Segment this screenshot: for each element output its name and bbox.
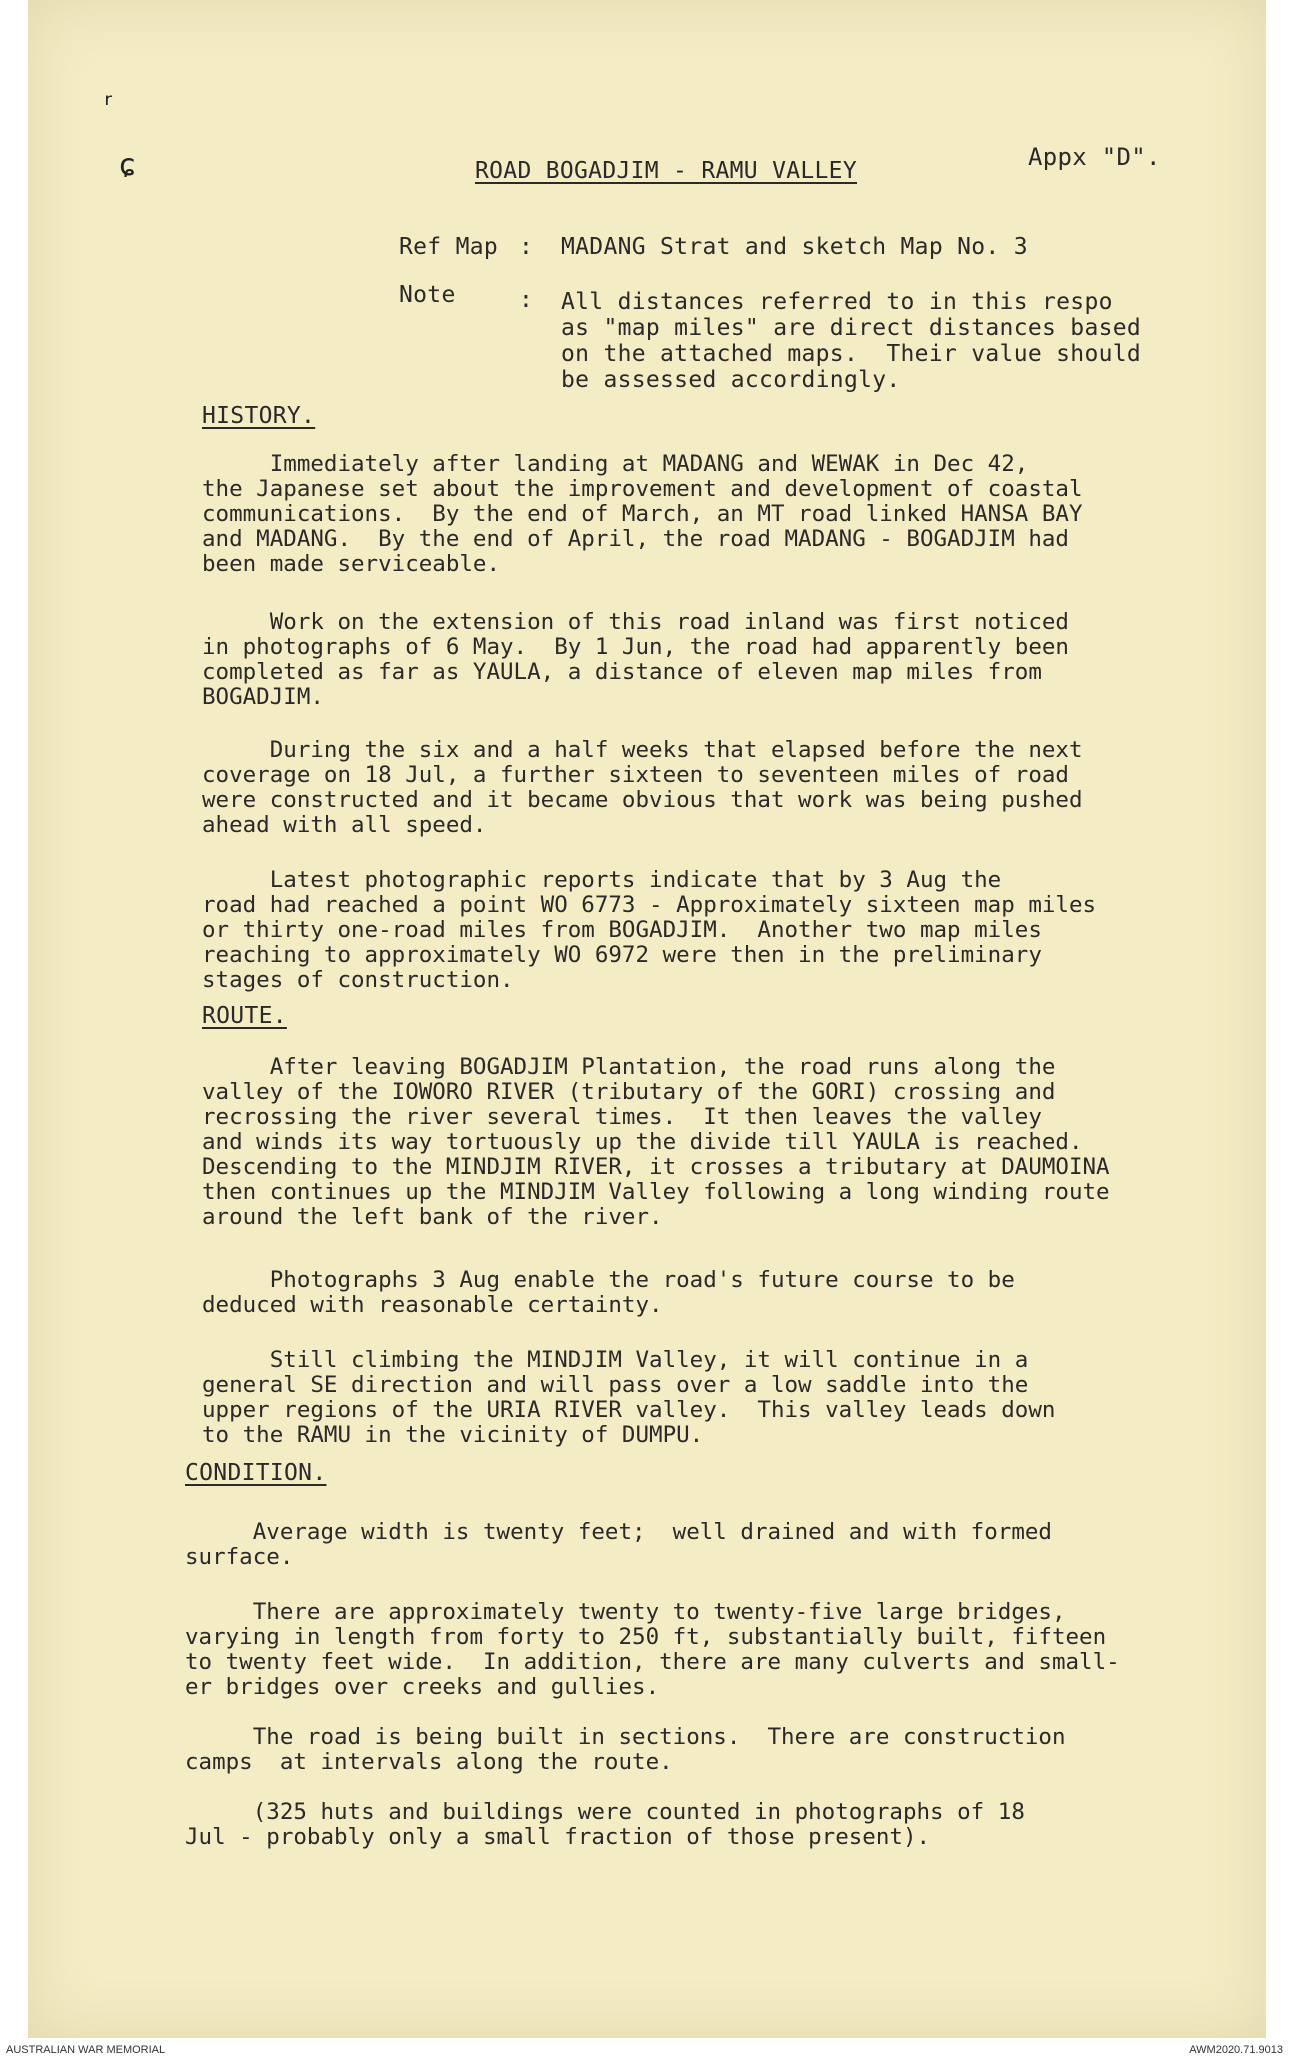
text-line: During the six and a half weeks that elapsed before the next (202, 737, 1083, 763)
text-line: There are approximately twenty to twenty-five large bridges, (185, 1599, 1066, 1625)
document-page (28, 0, 1266, 2038)
text-line: in photographs of 6 May. By 1 Jun, the road had apparently been (202, 634, 1069, 660)
text-line: The road is being built in sections. There are construction (185, 1724, 1066, 1750)
text-line: reaching to approximately WO 6972 were then in the preliminary (202, 942, 1042, 968)
text-line: to twenty feet wide. In addition, there are many culverts and small- (185, 1649, 1120, 1675)
history-heading: HISTORY. (202, 403, 316, 429)
margin-mark-top: ʳ (100, 88, 119, 123)
text-line: deduced with reasonable certainty. (202, 1292, 663, 1318)
text-line: recrossing the river several times. It then leaves the valley (202, 1104, 1042, 1130)
route-heading: ROUTE. (202, 1003, 287, 1029)
text-line: ahead with all speed. (202, 812, 487, 838)
text-line: Still climbing the MINDJIM Valley, it will continue in a (202, 1347, 1029, 1373)
text-line: or thirty one-road miles from BOGADJIM. Another two map miles (202, 917, 1042, 943)
note-line: All distances referred to in this respo (561, 289, 1113, 315)
footer-accession-number: AWM2020.71.9013 (1189, 2044, 1283, 2056)
text-line: the Japanese set about the improvement and development of coastal (202, 476, 1083, 502)
condition-heading: CONDITION. (185, 1460, 327, 1486)
text-line: general SE direction and will pass over a low saddle into the (202, 1372, 1029, 1398)
text-line: After leaving BOGADJIM Plantation, the road runs along the (202, 1054, 1056, 1080)
text-line: valley of the IOWORO RIVER (tributary of the GORI) crossing and (202, 1079, 1056, 1105)
text-line: around the left bank of the river. (202, 1204, 663, 1230)
ref-map-sep: : (519, 234, 534, 260)
note-line: as "map miles" are direct distances based (561, 315, 1142, 341)
text-line: communications. By the end of March, an MT road linked HANSA BAY (202, 501, 1083, 527)
note-line: be assessed accordingly. (561, 367, 901, 393)
text-line: been made serviceable. (202, 551, 501, 577)
text-line: Photographs 3 Aug enable the road's future course to be (202, 1267, 1015, 1293)
text-line: then continues up the MINDJIM Valley following a long winding route (202, 1179, 1110, 1205)
text-line: coverage on 18 Jul, a further sixteen to seventeen miles of road (202, 762, 1069, 788)
text-line: BOGADJIM. (202, 684, 324, 710)
text-line: Jul - probably only a small fraction of those present). (185, 1824, 931, 1850)
text-line: Latest photographic reports indicate that by 3 Aug the (202, 867, 1002, 893)
note-sep: : (519, 287, 534, 313)
text-line: to the RAMU in the vicinity of DUMPU. (202, 1422, 704, 1448)
text-line: er bridges over creeks and gullies. (185, 1674, 660, 1700)
note-line: on the attached maps. Their value should (561, 341, 1142, 367)
appendix-label: Appx "D". (1028, 143, 1161, 171)
text-line: surface. (185, 1544, 294, 1570)
text-line: Work on the extension of this road inland was first noticed (202, 609, 1069, 635)
text-line: stages of construction. (202, 967, 514, 993)
note-label: Note (399, 282, 456, 308)
archive-footer (0, 2038, 1289, 2061)
ref-map-label: Ref Map (399, 234, 499, 260)
text-line: were constructed and it became obvious that work was being pushed (202, 787, 1083, 813)
document-title: ROAD BOGADJIM - RAMU VALLEY (475, 158, 857, 184)
text-line: completed as far as YAULA, a distance of eleven map miles from (202, 659, 1042, 685)
text-line: upper regions of the URIA RIVER valley. This valley leads down (202, 1397, 1056, 1423)
text-line: Immediately after landing at MADANG and WEWAK in Dec 42, (202, 451, 1029, 477)
footer-institution: AUSTRALIAN WAR MEMORIAL (6, 2044, 166, 2056)
text-line: and winds its way tortuously up the divide till YAULA is reached. (202, 1129, 1083, 1155)
text-line: Descending to the MINDJIM RIVER, it crosses a tributary at DAUMOINA (202, 1154, 1110, 1180)
text-line: and MADANG. By the end of April, the road MADANG - BOGADJIM had (202, 526, 1069, 552)
text-line: varying in length from forty to 250 ft, substantially built, fifteen (185, 1624, 1107, 1650)
ref-map-value: MADANG Strat and sketch Map No. 3 (561, 234, 1028, 260)
text-line: (325 huts and buildings were counted in photographs of 18 (185, 1799, 1025, 1825)
text-line: camps at intervals along the route. (185, 1749, 673, 1775)
margin-mark-lower: ɕ (118, 148, 137, 183)
text-line: Average width is twenty feet; well drained and with formed (185, 1519, 1052, 1545)
text-line: road had reached a point WO 6773 - Approximately sixteen map miles (202, 892, 1097, 918)
